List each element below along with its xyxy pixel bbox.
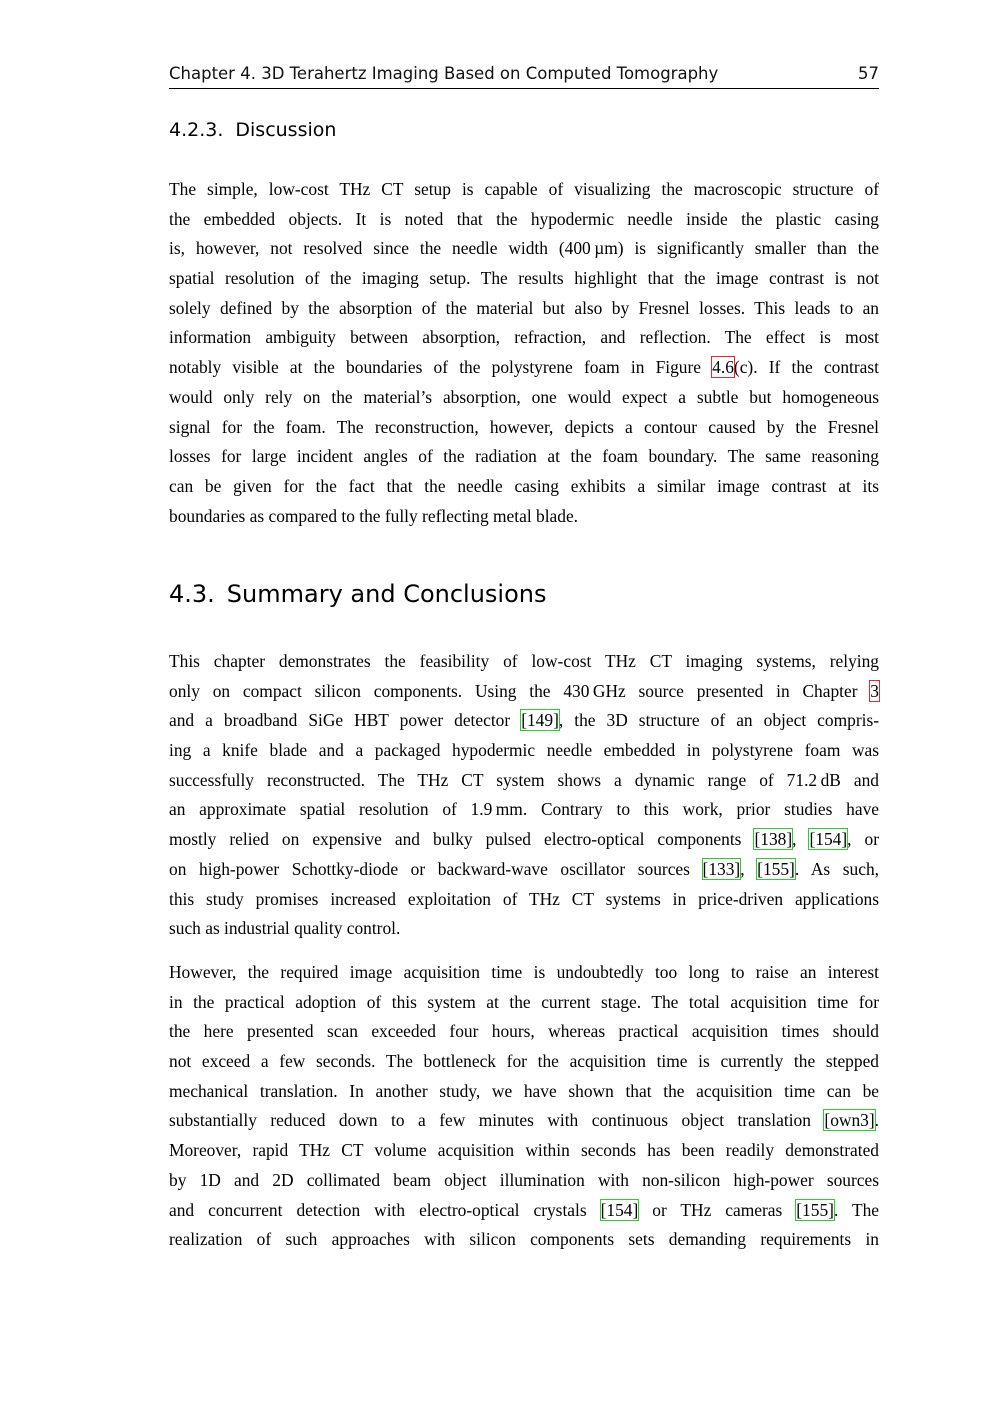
text-line [169,353,879,383]
subsection-number: 4.2.3. [169,119,224,141]
text-line: an approximate spatial resolution of 1.9 mm. Contrary to this work, prior studies have [169,799,879,820]
citation-link-138[interactable]: [138] [754,829,793,850]
discussion-paragraph [169,175,879,531]
text-line: solely defined by the absorption of the material but also by Fresnel losses. This leads to an [169,297,879,318]
subsection-heading-discussion [169,119,336,141]
text-line: successfully reconstructed. The THz CT system shows a dynamic range of 71.2 dB and [169,769,879,790]
text-line: by 1D and 2D collimated beam object illumination with non-silicon high-power sources [169,1169,879,1190]
text-fragment: , [792,829,810,850]
text-line: losses for large incident angles of the radiation at the foam boundary. The same reasoning [169,446,879,467]
text-fragment: (c). If the contrast [733,357,879,378]
citation-link-155[interactable]: [155] [757,858,795,879]
text-line: can be given for the fact that the needle casing exhibits a similar image contrast at its [169,475,879,496]
text-line: realization of such approaches with silicon components sets demanding requirements in [169,1229,879,1250]
text-fragment: , the 3D structure of an object compris- [558,710,879,731]
summary-paragraph-1 [169,647,879,944]
citation-link-133[interactable]: [133] [702,858,741,879]
summary-paragraph-2 [169,958,879,1255]
running-header-title: Chapter 4. 3D Terahertz Imaging Based on Computed Tomography [169,64,719,83]
citation-link-154[interactable]: [154] [809,829,848,850]
text-line: mechanical translation. In another study, we have shown that the acquisition time can be [169,1080,879,1101]
text-fragment: . As such, [794,858,880,879]
text-line [169,677,879,707]
page-number: 57 [858,64,879,83]
text-line [169,825,879,855]
text-fragment: . [874,1110,879,1131]
section-heading-summary [169,580,546,608]
text-line: this study promises increased exploitation of THz CT systems in price-driven applications [169,888,879,909]
text-line [169,855,879,885]
text-line: would only rely on the material’s absorption, one would expect a subtle but homogeneous [169,386,879,407]
text-line: the embedded objects. It is noted that the hypodermic needle inside the plastic casing [169,208,879,229]
text-fragment: or THz cameras [638,1199,797,1220]
text-fragment: only on compact silicon components. Using the 430 GHz source presented in Chapter [169,680,871,701]
text-line: ing a knife blade and a packaged hypodermic needle embedded in polystyrene foam was [169,740,879,761]
text-fragment: and a broadband SiGe HBT power detector [169,710,522,731]
text-line: information ambiguity between absorption, refraction, and reflection. The effect is most [169,327,879,348]
text-line: However, the required image acquisition time is undoubtedly too long to raise an interest [169,962,879,982]
text-fragment: notably visible at the boundaries of the polystyrene foam in Figure [169,357,713,378]
text-line [169,1106,879,1136]
text-fragment: , [740,858,758,879]
text-fragment: substantially reduced down to a few minutes with continuous object translation [169,1110,825,1131]
text-fragment: . The [833,1199,879,1220]
citation-link-154[interactable]: [154] [600,1199,639,1220]
text-line: boundaries as compared to the fully reflecting metal blade. [169,505,579,526]
text-line: is, however, not resolved since the needle width (400 µm) is significantly smaller than the [169,238,879,259]
text-line: Moreover, rapid THz CT volume acquisition within seconds has been readily demonstrated [169,1140,879,1161]
figure-link-4-6[interactable]: 4.6 [712,357,734,378]
text-line: such as industrial quality control. [169,918,401,939]
text-line: This chapter demonstrates the feasibility of low-cost THz CT imaging systems, relying [169,651,879,671]
text-fragment: mostly relied on expensive and bulky pulsed electro-optical components [169,829,755,850]
text-fragment: and concurrent detection with electro-optical crystals [169,1199,601,1220]
citation-link-149[interactable]: [149] [521,710,559,731]
section-number: 4.3. [169,580,215,608]
text-line: not exceed a few seconds. The bottleneck for the acquisition time is currently the stepped [169,1051,879,1072]
text-fragment: on high-power Schottky-diode or backward-wave oscillator sources [169,858,703,879]
text-line: signal for the foam. The reconstruction, however, depicts a contour caused by the Fresnel [169,416,879,437]
text-line: spatial resolution of the imaging setup. The results highlight that the image contrast is not [169,268,879,289]
chapter-link-3[interactable]: 3 [870,680,879,701]
running-header [169,60,879,89]
citation-link-own3[interactable]: [own3] [824,1110,875,1131]
text-fragment: , or [847,829,879,850]
text-line: in the practical adoption of this system at the current stage. The total acquisition time for [169,991,879,1012]
text-line [169,706,879,736]
text-line: the here presented scan exceeded four hours, whereas practical acquisition times should [169,1021,879,1042]
text-line: The simple, low-cost THz CT setup is capable of visualizing the macroscopic structure of [169,179,879,199]
section-title: Summary and Conclusions [226,580,547,608]
text-line [169,1196,879,1226]
subsection-title: Discussion [235,119,337,141]
citation-link-155[interactable]: [155] [796,1199,834,1220]
